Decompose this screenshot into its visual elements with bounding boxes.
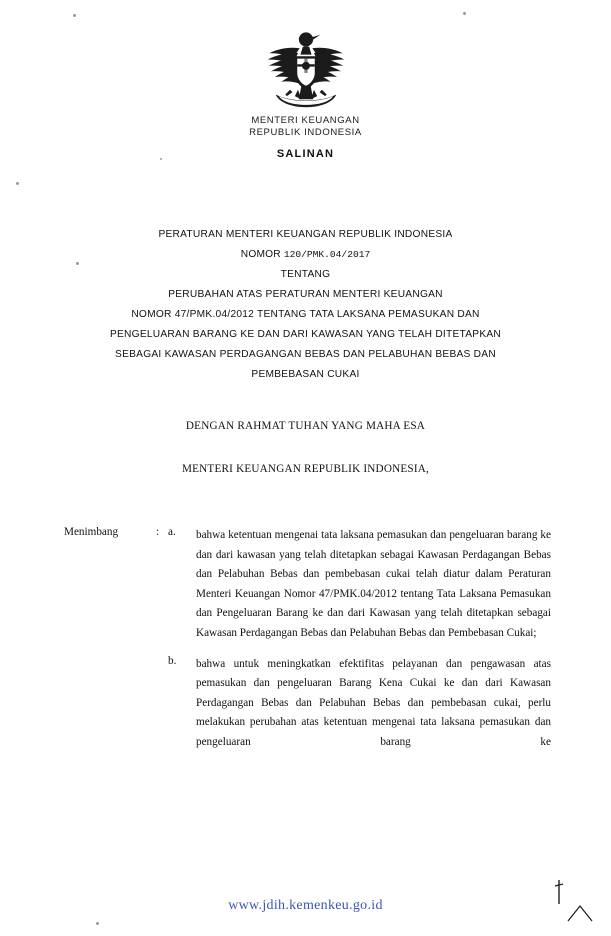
pen-caret-mark <box>567 904 593 922</box>
scan-speck <box>16 182 19 185</box>
scan-speck <box>463 12 466 15</box>
item-text-b: bahwa untuk meningkatkan efektifitas pelayanan dan pengawasan atas pemasukan dan pengeluaran Barang Kena Cukai ke dan dari Kawasan Perdagangan Bebas dan Pelabuhan Bebas dan pembebasan cukai, perlu melakukan perubahan atas ketentuan mengenai tata laksana pemasukan dan pengeluaran barang ke <box>196 657 551 748</box>
regulation-number-line <box>60 248 551 261</box>
emblem-container <box>0 26 611 117</box>
scan-speck <box>160 158 162 160</box>
considerations-colon: : <box>156 526 160 538</box>
nomor-value: 120/PMK.04/2017 <box>283 249 371 260</box>
regulation-heading: PERATURAN MENTERI KEUANGAN REPUBLIK INDONESIA <box>158 229 453 240</box>
decree-blessing-line: DENGAN RAHMAT TUHAN YANG MAHA ESA <box>185 420 426 432</box>
decree-authority-line: MENTERI KEUANGAN REPUBLIK INDONESIA, <box>181 463 430 475</box>
subject-line-3: PENGELUARAN BARANG KE DAN DARI KAWASAN YANG TELAH DITETAPKAN <box>109 329 502 340</box>
subject-line-1: PERUBAHAN ATAS PERATURAN MENTERI KEUANGAN <box>168 289 443 300</box>
item-marker-b: b. <box>168 654 177 667</box>
item-text-a: bahwa ketentuan mengenai tata laksana pemasukan dan pengeluaran barang ke dan dari kawasan yang telah ditetapkan sebagai Kawasan Perdagangan Bebas dan Pelabuhan Bebas dan pembebasan cukai telah diatur dalam Peraturan Menteri Keuangan Nomor 47/PMK.04/2012 tentang Tata Laksana Pemasukan dan Pengeluaran Barang ke dan dari Kawasan yang telah ditetapkan sebagai Kawasan Perdagangan Bebas dan Pelabuhan Bebas dan Pembebasan Cukai; <box>196 529 551 639</box>
title-block <box>60 228 551 388</box>
list-item <box>168 655 551 753</box>
copy-label: SALINAN <box>276 148 335 160</box>
footer-url[interactable] <box>0 898 611 914</box>
subject-line-5: PEMBEBASAN CUKAI <box>251 369 360 380</box>
ministry-line-1: MENTERI KEUANGAN <box>251 115 360 126</box>
ministry-line-2: REPUBLIK INDONESIA <box>249 127 362 138</box>
considerations-list <box>168 526 551 764</box>
scan-speck <box>76 262 79 265</box>
garuda-pancasila-emblem <box>258 26 354 112</box>
scan-speck <box>96 922 99 925</box>
footer-url-text: www.jdih.kemenkeu.go.id <box>228 898 383 913</box>
nomor-label: NOMOR <box>240 249 281 260</box>
considerations-label: Menimbang <box>64 526 119 538</box>
scan-speck <box>73 14 76 17</box>
pen-tick-mark <box>553 878 565 906</box>
item-marker-a: a. <box>168 526 176 538</box>
ministry-heading <box>0 115 611 139</box>
subject-line-4: SEBAGAI KAWASAN PERDAGANGAN BEBAS DAN PELABUHAN BEBAS DAN <box>115 349 496 360</box>
list-item <box>168 526 551 644</box>
subject-line-2: NOMOR 47/PMK.04/2012 TENTANG TATA LAKSANA PEMASUKAN DAN <box>131 309 480 320</box>
tentang-label: TENTANG <box>280 269 331 280</box>
